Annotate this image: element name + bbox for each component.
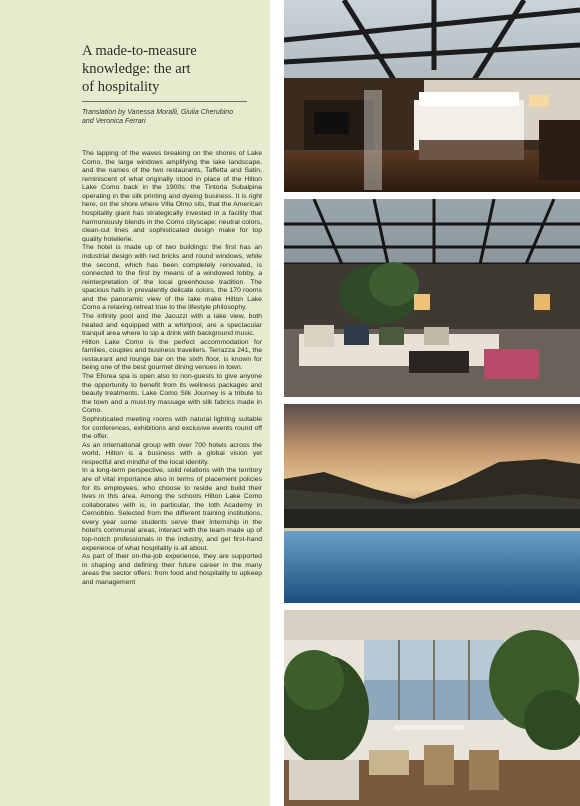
paragraph: As an international group with over 700 hotels across the world, Hilton is a business with a global vision yet respectful and mindful of the local identity. [82,441,262,466]
translation-credits: Translation by Vanessa Moralli, Giulia Cherubino and Veronica Ferrari [82,109,233,126]
paragraph: Hilton Lake Como is the perfect accommodation for families, couples and business travellers. Terrazza 241, the restaurant and lounge bar on the sixth floor, is known for being one of the best gourmet dining venues in town. [82,338,262,372]
photo-lobby-lounge [284,199,580,397]
article-sidebar [0,0,270,806]
paragraph: Sophisticated meeting rooms with natural lighting suitable for conferences, exhibitions and exclusive events round off the offer. [82,415,262,441]
title-divider [82,101,247,102]
title-line: of hospitality [82,79,160,95]
paragraph: The infinity pool and the Jacuzzi with a lake view, both heated and equipped with a whirlpool, are a spectacular tranquil area where to sip a drink with background music. [82,312,262,338]
photo-restaurant [284,610,580,806]
paragraph: The lapping of the waves breaking on the shores of Lake Como, the large windows amplifying the lake landscape, and the names of the two restaurants, Taffetta and Satin, reminiscent of what originally stood in place of the Hilton Lake Como back in the 1900s: the Tintoria Subalpina operating in the silk printing and dyeing business. It is right here, on the shore where Villa Olmo sits, that the American hospitality giant has strategically invested in a facility that harmoniously blends in the Como cityscape: neutral colors, clean-cut lines and sophisticated design make for top quality hotellerie. [82,150,262,243]
paragraph: In a long-term perspective, solid relations with the territory are of vital importance also in terms of placement policies for its employees, who choose to reside and build their lives in this area. Among the schools Hilton Lake Como collaborates with is, in particular, the Ioth Academy in Cernobbio. Selected from the different training institutions, every year some students serve their internship in the hotel's communal areas, interact with the team made up of top-notch professionals in the industry, and get first-hand experience of what hospitality is all about. [82,467,262,552]
paragraph: The hotel is made up of two buildings: the first has an industrial design with red bricks and round windows, while the second, which has been completely renovated, is connected to the first by means of a windowed lobby, a reinterpretation of the local greenhouse tradition. The spacious halls in prevalently delicate colors, the 170 rooms and the panoramic view of the lake make Hilton Lake Como a relaxing retreat true to the lifestyle philosophy. [82,244,262,312]
photo-hotel-room [284,0,580,192]
article-body [82,150,262,587]
paragraph: As part of their on-the-job experience, they are supported in shaping and defining their future career in the many areas the sector offers: from food and hospitality to upkeep and management [82,553,262,586]
paragraph: The Eforea spa is open also to non-guests to give anyone the opportunity to benefit from its wellness packages and beauty treatments. Lake Como Silk Journey is a tribute to the town and a must-try massage with silk fabrics made in Como. [82,373,262,415]
title-line: knowledge: the art [82,61,191,77]
title-line: A made-to-measure [82,43,197,59]
photo-infinity-pool [284,404,580,603]
article-title [82,42,262,96]
